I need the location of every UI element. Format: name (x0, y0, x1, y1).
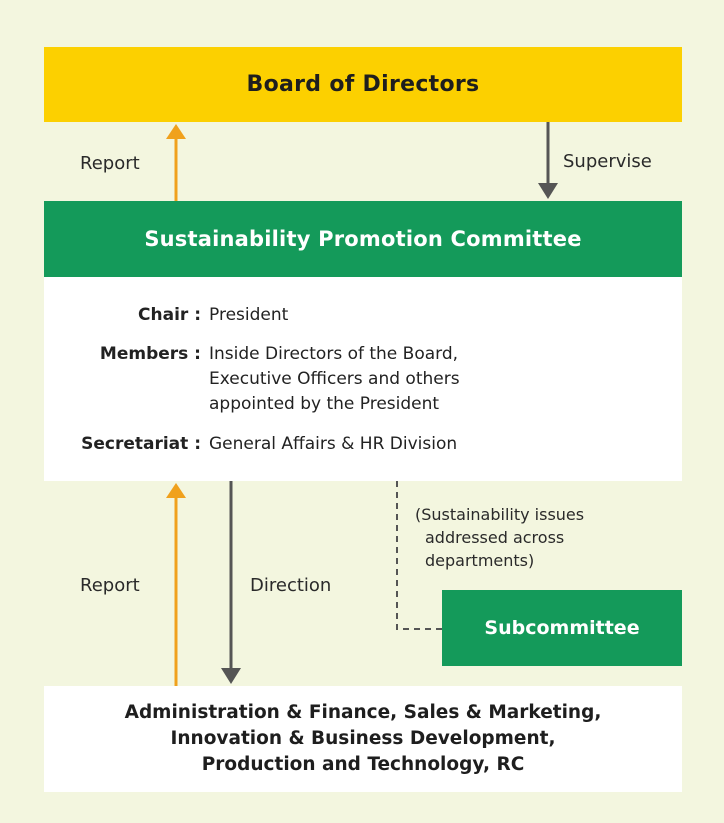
direction-label: Direction (250, 575, 332, 596)
chair-key: Chair : (138, 305, 201, 325)
subcommittee-note (415, 503, 584, 572)
report-arrow-up-to-board (166, 124, 186, 201)
note-line-1: (Sustainability issues (415, 505, 585, 524)
board-title: Board of Directors (246, 72, 480, 97)
departments-line-2: Innovation & Business Development, (170, 728, 556, 749)
secretariat-value: General Affairs & HR Division (209, 434, 458, 454)
note-line-2: addressed across (425, 528, 565, 547)
report-label-bottom: Report (80, 575, 140, 596)
committee-title: Sustainability Promotion Committee (144, 227, 582, 251)
subcommittee-title: Subcommittee (484, 617, 640, 639)
note-line-3: departments) (425, 551, 535, 570)
departments-line-3: Production and Technology, RC (201, 754, 525, 775)
report-arrow-up-from-departments (166, 483, 186, 686)
members-value-line-2: Executive Officers and others (209, 369, 460, 389)
members-value-line-3: appointed by the President (209, 394, 440, 414)
chair-value: President (209, 305, 289, 325)
supervise-arrow-down-to-committee (538, 122, 558, 199)
direction-arrow-down-to-departments (221, 481, 241, 684)
report-label-top: Report (80, 153, 140, 174)
members-key: Members : (99, 344, 201, 364)
secretariat-key: Secretariat : (81, 434, 201, 454)
supervise-label: Supervise (563, 151, 652, 172)
departments-line-1: Administration & Finance, Sales & Marketing, (124, 702, 602, 723)
members-value-line-1: Inside Directors of the Board, (209, 344, 459, 364)
